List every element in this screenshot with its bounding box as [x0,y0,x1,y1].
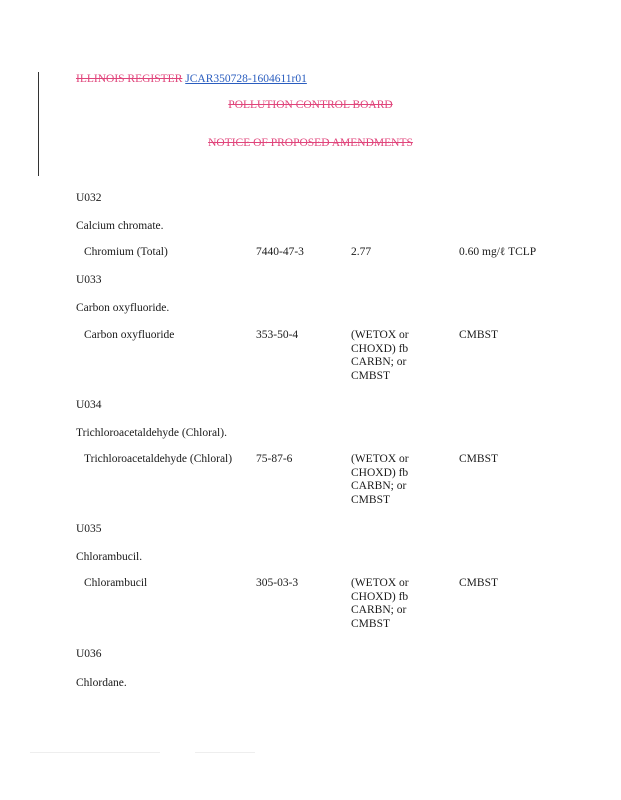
wastewater-line: CARBN; or [351,356,407,368]
board-deleted-text: POLLUTION CONTROL BOARD [228,99,393,111]
constituent-name: Carbon oxyfluoride [84,329,175,341]
wastewater-line: (WETOX or [351,577,409,589]
wastewater-standard [351,453,409,507]
constituent-name: Trichloroacetaldehyde (Chloral) [84,453,233,465]
footer-rule [30,752,160,753]
constituent-name: Chromium (Total) [84,246,168,258]
nonwastewater-standard: CMBST [459,453,498,465]
wastewater-standard [351,329,409,383]
waste-code: U034 [76,399,102,411]
wastewater-line: CARBN; or [351,604,407,616]
wastewater-line: 2.77 [351,246,372,258]
waste-title: Chlorambucil. [76,551,143,563]
wastewater-standard [351,246,371,260]
waste-title: Calcium chromate. [76,220,164,232]
wastewater-line: (WETOX or [351,453,409,465]
cas-number: 7440-47-3 [256,246,304,258]
nonwastewater-standard: 0.60 mg/ℓ TCLP [459,246,537,258]
register-header [76,73,307,85]
waste-code: U035 [76,523,102,535]
wastewater-line: CARBN; or [351,480,407,492]
waste-title: Carbon oxyfluoride. [76,302,170,314]
waste-code: U032 [76,192,102,204]
cas-number: 75-87-6 [256,453,293,465]
waste-code: U036 [76,648,102,660]
cas-number: 353-50-4 [256,329,299,341]
change-bar [38,72,39,176]
waste-code: U033 [76,274,102,286]
wastewater-standard [351,577,409,631]
nonwastewater-standard: CMBST [459,577,498,589]
wastewater-line: CHOXD) fb [351,466,409,479]
notice-deleted-text: NOTICE OF PROPOSED AMENDMENTS [208,137,413,149]
cas-number: 305-03-3 [256,577,299,589]
board-header [0,99,621,111]
wastewater-line: (WETOX or [351,329,409,341]
waste-title: Chlordane. [76,677,127,689]
wastewater-line: CHOXD) fb [351,342,409,355]
constituent-name: Chlorambucil [84,577,148,589]
register-inserted-text: JCAR350728-1604611r01 [185,73,307,85]
footer-rule [195,752,255,753]
wastewater-line: CMBST [351,369,390,382]
wastewater-line: CHOXD) fb [351,590,409,603]
waste-title: Trichloroacetaldehyde (Chloral). [76,427,227,439]
register-deleted-text: ILLINOIS REGISTER [76,73,183,85]
nonwastewater-standard: CMBST [459,329,498,341]
wastewater-line: CMBST [351,617,390,630]
notice-header [0,137,621,149]
wastewater-line: CMBST [351,493,390,506]
